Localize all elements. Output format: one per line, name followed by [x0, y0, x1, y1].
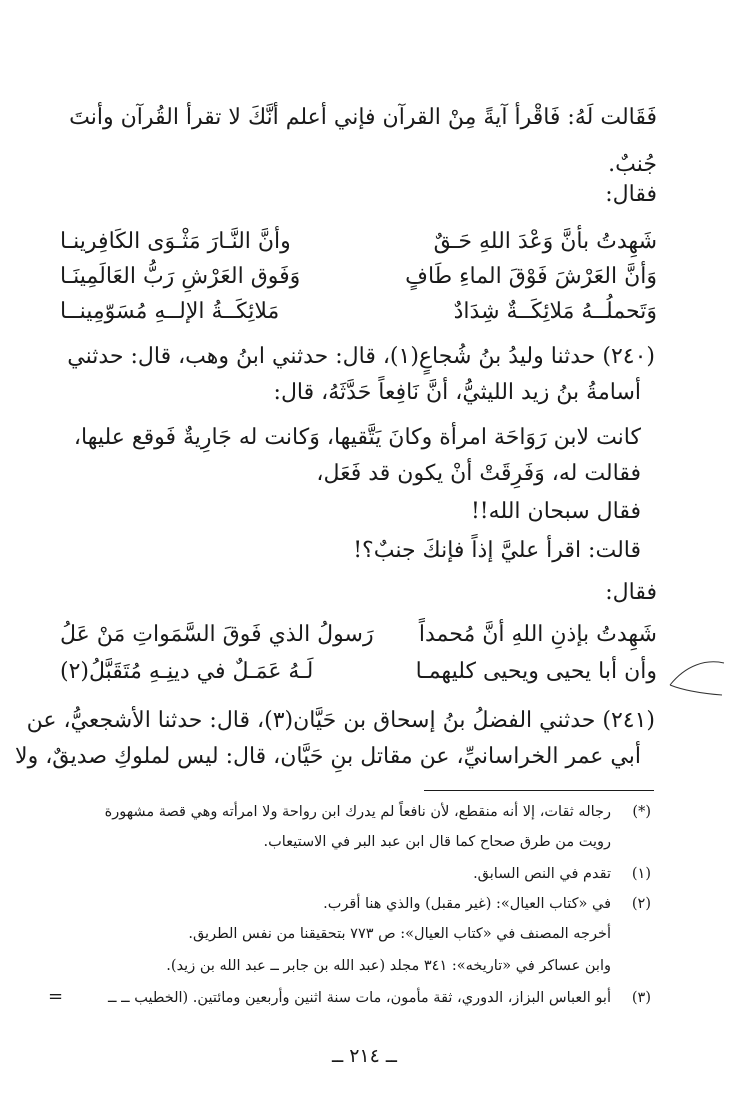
hadith-240-line-2: أسامةُ بنُ زيد الليثيُّ، أنَّ نَافِعاً حَدَّثَهُ، قال: — [273, 380, 641, 405]
footnote-text: أبو العباس البزاز، الدوري، ثقة مأمون، مات سنة اثنين وأربعين ومائتين. (الخطيب ــ ــ — [108, 990, 611, 1006]
verse-hemistich-first: وَتَحملُــهُ مَلائِكَــةٌ شِدَادٌ — [453, 299, 657, 324]
poem-verse-4 — [60, 618, 657, 652]
verse-hemistich-first: شَهِدتُ بإذنِ اللهِ أنَّ مُحمداً — [418, 622, 657, 647]
verse-hemistich-second: وَفَوق العَرْشِ رَبُّ العَالَمِينَـا — [60, 264, 301, 289]
verse-hemistich-first: شَهِدتُ بأنَّ وَعْدَ اللهِ حَـقٌ — [433, 229, 657, 254]
footnote-text: وابن عساكر في «تاريخه»: ٣٤١ مجلد (عبد الله بن جابر ــ عبد الله بن زيد). — [166, 958, 611, 974]
verse-hemistich-second: رَسولُ الذي فَوقَ السَّمَواتِ مَنْ عَلُ — [60, 622, 374, 647]
verse-hemistich-first: وَأنَّ العَرْشَ فَوْقَ الماءِ طَافٍ — [405, 264, 657, 289]
verse-hemistich-second: وأنَّ النَّـارَ مَثْـوَى الكَافِرينـا — [60, 229, 291, 254]
footnote-separator — [424, 790, 654, 791]
poem-verse-2 — [60, 260, 657, 294]
hadith-241-line-2: أبي عمر الخراسانيِّ، عن مقاتل بنِ حَيَّان، قال: ليس لملوكِ صديقٌ، ولا — [15, 744, 641, 769]
footnote-marker: (٢) — [631, 896, 651, 912]
footnote-text: رويت من طرق صحاح كما قال ابن عبد البر في الاستيعاب. — [263, 834, 611, 850]
text-line-13: فقال: — [605, 580, 657, 605]
footnote-marker: (*) — [632, 804, 651, 820]
continued-mark: = — [48, 986, 64, 1007]
verse-hemistich-second: مَلائِكَــةُ الإلــهِ مُسَوّمِينــا — [60, 299, 280, 324]
text-line-2: جُنبٌ. — [608, 152, 657, 177]
poem-verse-3 — [60, 295, 657, 329]
narration-line-3: فقال سبحان الله!! — [470, 499, 641, 524]
margin-pen-mark-icon — [666, 655, 726, 699]
footnote-text: رجاله ثقات، إلا أنه منقطع، لأن نافعاً لم يدرك ابن رواحة ولا امرأته وهي قصة مشهورة — [104, 804, 611, 820]
footnote-text: في «كتاب العيال»: (غير مقبل) والذي هنا أقرب. — [323, 896, 611, 912]
text-line-3: فقال: — [605, 182, 657, 207]
hadith-241-line-1: (٢٤١) حدثني الفضلُ بنُ إسحاق بن حَيَّان(٣)، قال: حدثنا الأشجعيُّ، عن — [26, 708, 655, 733]
poem-verse-5 — [60, 655, 657, 689]
verse-hemistich-first: وأن أبا يحيى ويحيى كليهمـا — [415, 659, 657, 684]
hadith-240-line-1: (٢٤٠) حدثنا وليدُ بنُ شُجاعٍ(١)، قال: حدثني ابنُ وهب، قال: حدثني — [67, 344, 655, 369]
verse-hemistich-second: لَـهُ عَمَـلٌ في دينِـهِ مُتَقَبَّلُ(٢) — [60, 659, 314, 684]
footnote-text: تقدم في النص السابق. — [473, 866, 611, 882]
footnote-text: أخرجه المصنف في «كتاب العيال»: ص ٧٧٣ بتحقيقنا من نفس الطريق. — [188, 926, 611, 942]
poem-verse-1 — [60, 225, 657, 259]
text-line-1: فَقَالت لَهُ: فَاقْرأ آيةً مِنْ القرآن فإني أعلم أنَّكَ لا تقرأ القُرآن وأنتَ — [69, 105, 657, 130]
footnote-marker: (١) — [631, 866, 651, 882]
footnote-marker: (٣) — [631, 990, 651, 1006]
page-number: ــ ٢١٤ ــ — [332, 1045, 397, 1067]
narration-line-4: قالت: اقرأ عليَّ إذاً فإنكَ جنبٌ؟! — [353, 538, 641, 563]
narration-line-1: كانت لابن رَوَاحَة امرأة وكانَ يَتَّقيها، وَكانت له جَارِيةٌ فَوقع عليها، — [73, 425, 641, 450]
narration-line-2: فقالت له، وَفَرِقَتْ أنْ يكون قد فَعَل، — [316, 461, 641, 486]
